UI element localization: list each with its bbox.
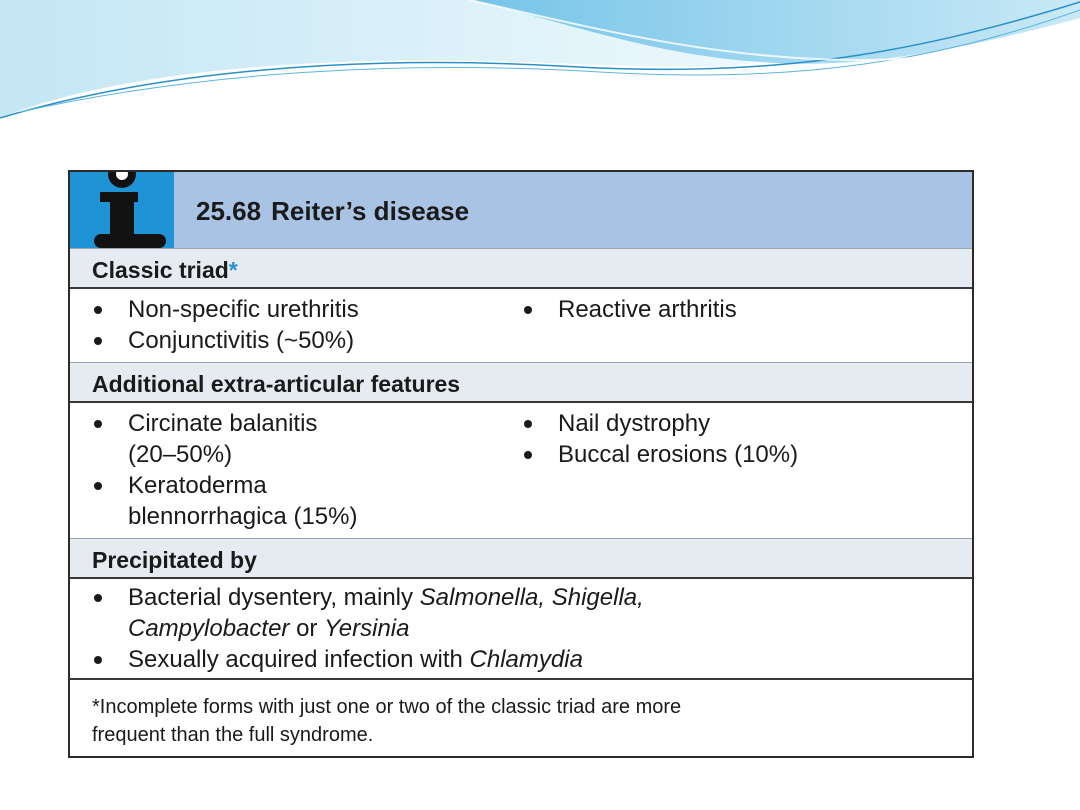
italic-text: Chlamydia — [469, 646, 583, 673]
box-number: 25.68 — [196, 196, 262, 226]
list-item-continuation — [128, 613, 409, 644]
text-span: Sexually acquired infection with — [128, 646, 470, 673]
list-item: Keratoderma — [128, 472, 267, 499]
list-item: Reactive arthritis — [558, 296, 737, 323]
italic-text: Yersinia — [324, 615, 410, 642]
list-item-continuation: (20–50%) — [128, 441, 233, 468]
list-item: Nail dystrophy — [558, 410, 711, 437]
list-item — [128, 644, 583, 675]
section-heading: Additional extra-articular features — [92, 371, 461, 397]
footnote-line: frequent than the full syndrome. — [92, 724, 374, 746]
page-title — [196, 196, 469, 227]
info-icon-block — [70, 172, 174, 248]
info-i-icon — [70, 172, 174, 248]
list-item: Non-specific urethritis — [128, 296, 359, 323]
box-title: Reiter’s disease — [271, 196, 470, 226]
section-heading: Precipitated by — [92, 547, 257, 573]
decorative-wave-swoosh — [0, 0, 1080, 130]
section-header-additional-features — [70, 362, 972, 403]
text-span: Bacterial dysentery, mainly — [128, 584, 420, 611]
section-header-precipitated-by — [70, 538, 972, 579]
footnote-divider — [70, 678, 972, 680]
list-item: Circinate balanitis — [128, 410, 318, 437]
info-box — [68, 170, 974, 758]
italic-text: Salmonella, Shigella, — [419, 584, 644, 611]
asterisk-mark: * — [228, 257, 238, 283]
section-header-classic-triad — [70, 248, 972, 289]
text-span: or — [289, 615, 325, 642]
list-item-continuation: blennorrhagica (15%) — [128, 503, 358, 530]
section-heading: Classic triad — [92, 257, 229, 283]
footnote-line: *Incomplete forms with just one or two of the classic triad are more — [92, 696, 682, 718]
list-item: Conjunctivitis (~50%) — [128, 327, 355, 354]
italic-text: Campylobacter — [128, 615, 290, 642]
list-item — [128, 582, 644, 613]
list-item: Buccal erosions (10%) — [558, 441, 799, 468]
box-header — [70, 172, 972, 248]
